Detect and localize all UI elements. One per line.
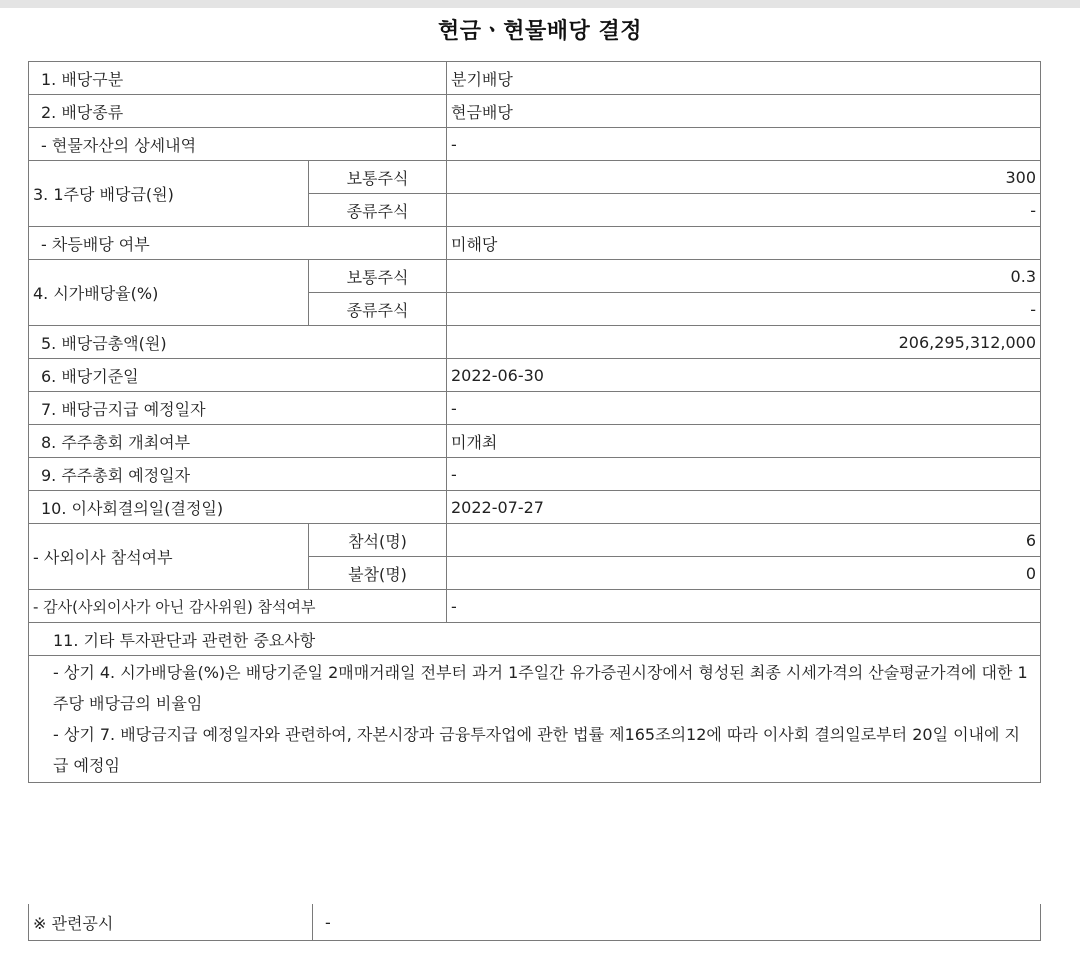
row-sublabel: 종류주식 bbox=[309, 194, 447, 227]
related-value: - bbox=[313, 904, 1041, 941]
table-row bbox=[29, 359, 1041, 392]
row-value: 미해당 bbox=[447, 227, 1041, 260]
row-label: 8. 주주총회 개최여부 bbox=[29, 425, 447, 458]
table-row bbox=[29, 161, 1041, 194]
table-row bbox=[29, 227, 1041, 260]
row-value: - bbox=[447, 293, 1041, 326]
table-row bbox=[29, 62, 1041, 95]
row-value: 분기배당 bbox=[447, 62, 1041, 95]
row-label: 3. 1주당 배당금(원) bbox=[29, 161, 309, 227]
table-row bbox=[29, 128, 1041, 161]
note-text: - 상기 7. 배당금지급 예정일자와 관련하여, 자본시장과 금융투자업에 관한 법률 제165조의12에 따라 이사회 결의일로부터 20일 이내에 지급 예정임 bbox=[53, 725, 1021, 775]
row-value: - bbox=[447, 194, 1041, 227]
row-label: 5. 배당금총액(원) bbox=[29, 326, 447, 359]
table-row bbox=[29, 95, 1041, 128]
notes-cell bbox=[29, 656, 1041, 783]
row-value: 2022-07-27 bbox=[447, 491, 1041, 524]
row-value: - bbox=[447, 590, 1041, 623]
page-title: 현금ㆍ현물배당 결정 bbox=[438, 19, 642, 44]
note-text: - 상기 4. 시가배당율(%)은 배당기준일 2매매거래일 전부터 과거 1주일간 유가증권시장에서 형성된 최종 시세가격의 산술평균가격에 대한 1주당 배당금의 비율임 bbox=[53, 663, 1028, 713]
table-row bbox=[29, 590, 1041, 623]
row-value: 0.3 bbox=[447, 260, 1041, 293]
row-value: - bbox=[447, 392, 1041, 425]
row-value: 206,295,312,000 bbox=[447, 326, 1041, 359]
row-value: 미개최 bbox=[447, 425, 1041, 458]
table-row bbox=[29, 326, 1041, 359]
row-label: - 현물자산의 상세내역 bbox=[29, 128, 447, 161]
related-label: ※ 관련공시 bbox=[29, 904, 313, 941]
row-label: - 감사(사외이사가 아닌 감사위원) 참석여부 bbox=[29, 590, 447, 623]
related-disclosure-table bbox=[28, 904, 1041, 941]
row-label: - 사외이사 참석여부 bbox=[29, 524, 309, 590]
table-row bbox=[29, 623, 1041, 656]
table-row bbox=[29, 904, 1041, 941]
table-row bbox=[29, 392, 1041, 425]
row-label: 2. 배당종류 bbox=[29, 95, 447, 128]
row-label: 1. 배당구분 bbox=[29, 62, 447, 95]
row-label: 11. 기타 투자판단과 관련한 중요사항 bbox=[29, 623, 1041, 656]
table-row bbox=[29, 260, 1041, 293]
row-label: 10. 이사회결의일(결정일) bbox=[29, 491, 447, 524]
dividend-table bbox=[28, 61, 1041, 783]
row-sublabel: 보통주식 bbox=[309, 161, 447, 194]
top-divider bbox=[0, 0, 1080, 8]
row-value: - bbox=[447, 458, 1041, 491]
row-sublabel: 불참(명) bbox=[309, 557, 447, 590]
table-row bbox=[29, 656, 1041, 783]
table-row bbox=[29, 491, 1041, 524]
table-row bbox=[29, 425, 1041, 458]
row-label: 7. 배당금지급 예정일자 bbox=[29, 392, 447, 425]
table-row bbox=[29, 524, 1041, 557]
row-label: - 차등배당 여부 bbox=[29, 227, 447, 260]
row-sublabel: 종류주식 bbox=[309, 293, 447, 326]
row-sublabel: 참석(명) bbox=[309, 524, 447, 557]
row-label: 9. 주주총회 예정일자 bbox=[29, 458, 447, 491]
row-value: 2022-06-30 bbox=[447, 359, 1041, 392]
row-value: 6 bbox=[447, 524, 1041, 557]
row-value: 0 bbox=[447, 557, 1041, 590]
table-row bbox=[29, 458, 1041, 491]
row-value: 현금배당 bbox=[447, 95, 1041, 128]
row-label: 4. 시가배당율(%) bbox=[29, 260, 309, 326]
row-value: 300 bbox=[447, 161, 1041, 194]
row-sublabel: 보통주식 bbox=[309, 260, 447, 293]
row-value: - bbox=[447, 128, 1041, 161]
row-label: 6. 배당기준일 bbox=[29, 359, 447, 392]
